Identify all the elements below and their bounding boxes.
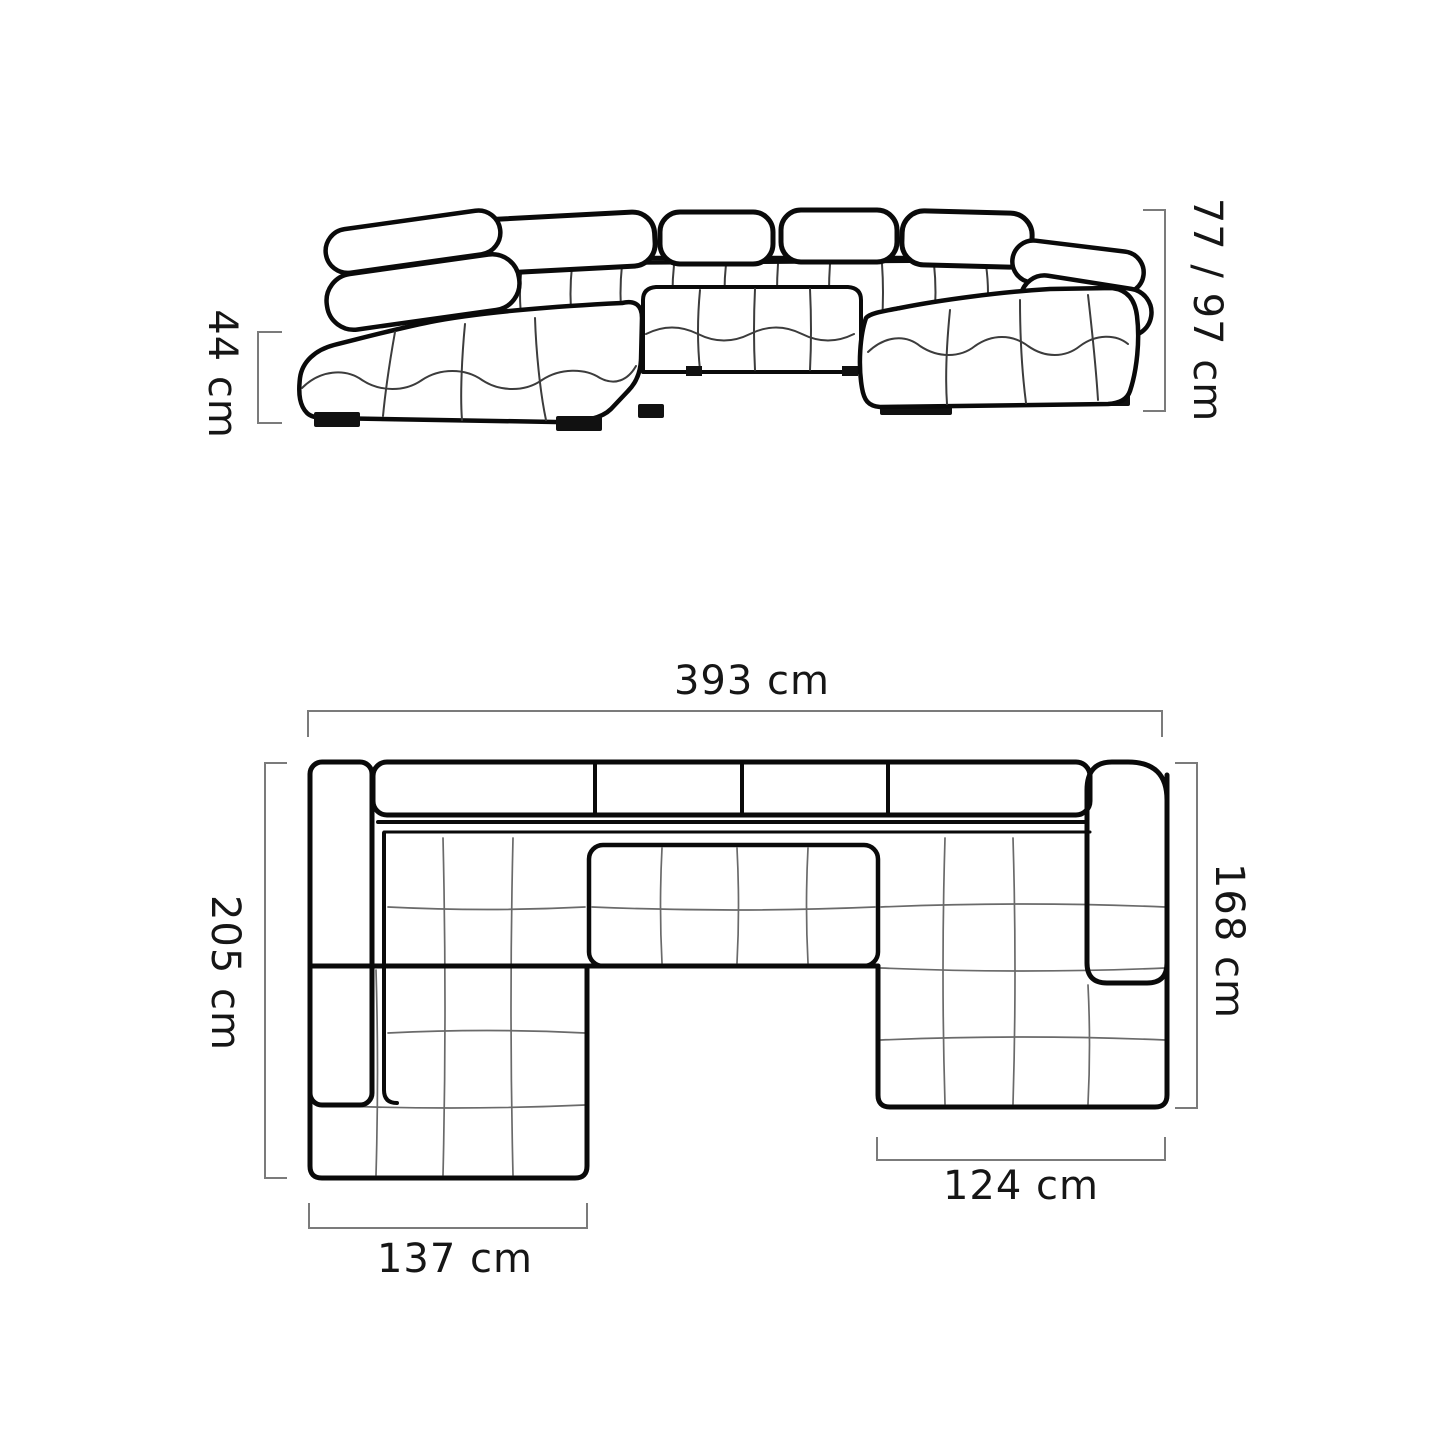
dim-label-left-depth: 205 cm — [202, 894, 248, 1052]
dim-label-right-depth: 168 cm — [1206, 862, 1252, 1020]
bracket-right-depth — [1175, 763, 1197, 1108]
bracket-left-chaise-width — [309, 1203, 587, 1228]
dim-label-seat-height: 44 cm — [199, 309, 245, 439]
bracket-left-depth — [265, 763, 287, 1178]
bracket-total-width — [308, 711, 1162, 737]
bracket-right-chaise-width — [877, 1137, 1165, 1160]
dim-label-left-chaise-width: 137 cm — [376, 1236, 534, 1282]
bracket-seat-height — [258, 332, 282, 423]
dim-label-total-width: 393 cm — [673, 658, 831, 704]
front-perspective-view — [299, 208, 1155, 431]
top-plan-view — [310, 762, 1167, 1178]
dim-label-right-chaise-width: 124 cm — [942, 1163, 1100, 1209]
dim-label-back-height: 77 / 97 cm — [1184, 197, 1230, 423]
